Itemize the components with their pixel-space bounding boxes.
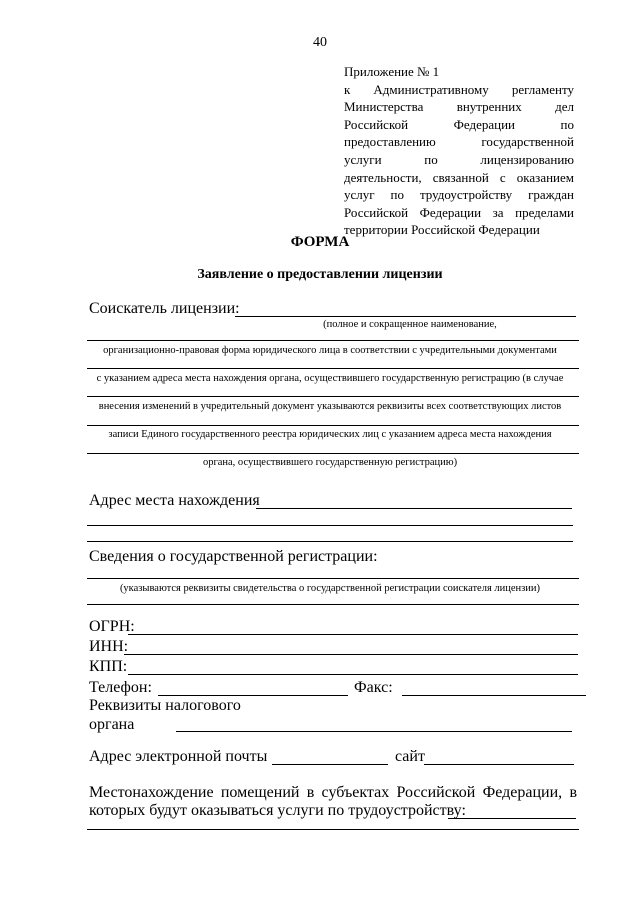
annex-line: услуг по трудоустройству граждан bbox=[344, 187, 574, 203]
phone-label: Телефон: bbox=[89, 679, 152, 696]
form-label: ФОРМА bbox=[290, 234, 350, 250]
annex-line: предоставлению государственной bbox=[344, 134, 574, 150]
document-title: Заявление о предоставлении лицензии bbox=[197, 267, 443, 282]
registration-label: Сведения о государственной регистрации: bbox=[89, 548, 378, 565]
address-label: Адрес места нахождения bbox=[89, 492, 260, 509]
kpp-label: КПП: bbox=[89, 658, 128, 675]
registration-input-line[interactable] bbox=[87, 604, 579, 605]
applicant-hint: организационно-правовая форма юридического лица в соответствии с учредительными документами bbox=[103, 345, 557, 356]
ogrn-input-line[interactable] bbox=[128, 634, 578, 635]
applicant-input-line[interactable] bbox=[87, 340, 579, 341]
kpp-input-line[interactable] bbox=[128, 674, 578, 675]
tax-label: Реквизиты налогового bbox=[89, 697, 241, 714]
premises-input-line[interactable] bbox=[448, 818, 576, 819]
phone-input-line[interactable] bbox=[158, 695, 348, 696]
applicant-hint: записи Единого государственного реестра юридических лиц с указанием адреса места нахождения bbox=[108, 429, 552, 440]
site-label: сайт bbox=[395, 748, 425, 765]
applicant-input-line[interactable] bbox=[87, 453, 579, 454]
site-input-line[interactable] bbox=[424, 764, 574, 765]
annex-line: Министерства внутренних дел bbox=[344, 99, 574, 115]
applicant-input-line[interactable] bbox=[87, 396, 579, 397]
applicant-hint: органа, осуществившего государственную регистрацию) bbox=[202, 457, 458, 468]
annex-line: Российской Федерации за пределами bbox=[344, 204, 574, 220]
applicant-input-line[interactable] bbox=[87, 368, 579, 369]
fax-input-line[interactable] bbox=[402, 695, 586, 696]
tax-input-line[interactable] bbox=[176, 731, 572, 732]
applicant-input-line[interactable] bbox=[87, 425, 579, 426]
annex-block bbox=[344, 63, 574, 239]
premises-text: Местонахождение помещений в субъектах Российской Федерации, в bbox=[89, 784, 577, 801]
email-input-line[interactable] bbox=[272, 764, 388, 765]
annex-line: деятельности, связанной с оказанием bbox=[344, 169, 574, 185]
premises-text: которых будут оказываться услуги по трудоустройству: bbox=[89, 802, 466, 819]
annex-line: территории Российской Федерации bbox=[344, 222, 540, 238]
applicant-label: Соискатель лицензии: bbox=[89, 300, 240, 317]
inn-input-line[interactable] bbox=[124, 654, 578, 655]
annex-line: Российской Федерации по bbox=[344, 116, 574, 132]
annex-line: Приложение № 1 bbox=[344, 64, 440, 79]
tax-label: органа bbox=[89, 716, 135, 733]
inn-label: ИНН: bbox=[89, 638, 129, 655]
premises-input-line[interactable] bbox=[87, 829, 579, 830]
applicant-hint: (полное и сокращенное наименование, bbox=[323, 319, 497, 330]
applicant-hint: с указанием адреса места нахождения органа, осуществившего государственную регистрацию (в случае bbox=[96, 373, 564, 384]
address-input-line[interactable] bbox=[87, 525, 573, 526]
ogrn-label: ОГРН: bbox=[89, 618, 135, 635]
address-input-line[interactable] bbox=[256, 508, 572, 509]
address-input-line[interactable] bbox=[87, 541, 573, 542]
registration-input-line[interactable] bbox=[87, 578, 579, 579]
registration-hint: (указываются реквизиты свидетельства о государственной регистрации соискателя лицензии) bbox=[119, 583, 541, 594]
applicant-input-line[interactable] bbox=[235, 316, 576, 317]
fax-label: Факс: bbox=[354, 679, 393, 696]
annex-line: к Административному регламенту bbox=[344, 81, 574, 97]
page-number: 40 bbox=[313, 35, 327, 50]
email-label: Адрес электронной почты bbox=[89, 748, 268, 765]
applicant-hint: внесения изменений в учредительный документ указываются реквизиты всех соответствующих листов bbox=[98, 401, 562, 412]
annex-line: услуги по лицензированию bbox=[344, 151, 574, 167]
